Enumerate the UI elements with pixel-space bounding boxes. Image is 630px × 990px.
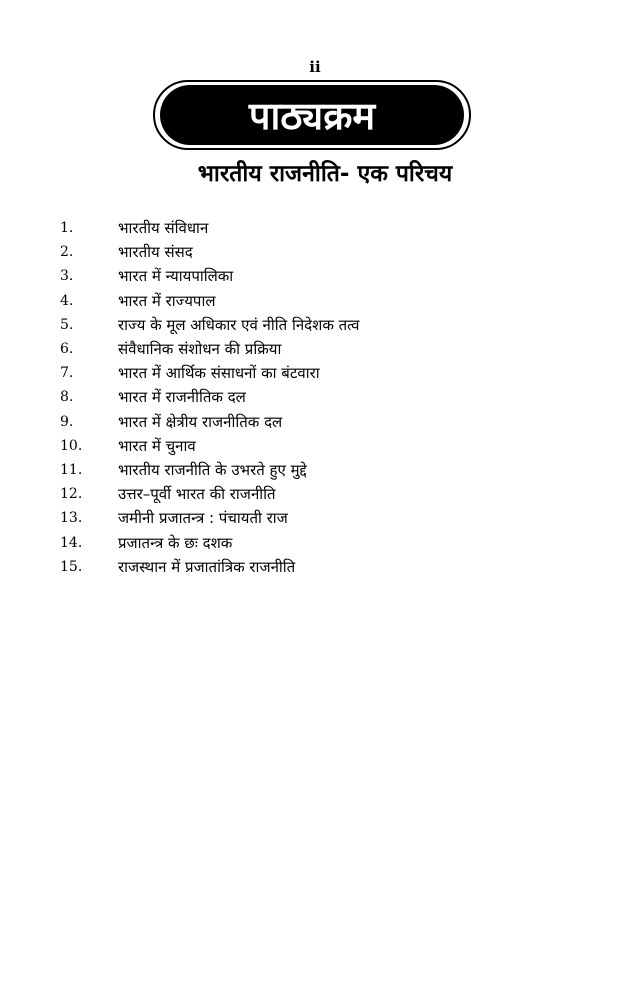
chapter-number: 12. xyxy=(60,486,83,503)
page-title: पाठ्यक्रम xyxy=(248,94,376,138)
syllabus-list xyxy=(60,216,360,579)
chapter-title: भारत में चुनाव xyxy=(118,436,196,455)
chapter-title: भारतीय संविधान xyxy=(118,219,209,238)
list-item xyxy=(60,264,360,288)
chapter-number: 6. xyxy=(60,341,74,358)
chapter-number: 13. xyxy=(60,510,83,527)
chapter-number: 4. xyxy=(60,292,74,309)
list-item xyxy=(60,337,360,361)
list-item xyxy=(60,313,360,337)
chapter-title: भारत में न्यायपालिका xyxy=(118,267,234,286)
chapter-number: 7. xyxy=(60,365,74,382)
list-item xyxy=(60,216,360,240)
chapter-title: भारत में आर्थिक संसाधनों का बंटवारा xyxy=(118,364,320,383)
chapter-number: 5. xyxy=(60,316,74,333)
chapter-title: संवैधानिक संशोधन की प्रक्रिया xyxy=(118,340,282,359)
chapter-title: भारत में क्षेत्रीय राजनीतिक दल xyxy=(118,412,283,431)
chapter-title: भारत में राज्यपाल xyxy=(118,291,216,310)
chapter-number: 3. xyxy=(60,268,74,285)
chapter-number: 9. xyxy=(60,413,74,430)
list-item xyxy=(60,385,360,409)
chapter-number: 10. xyxy=(60,437,83,454)
chapter-title: जमीनी प्रजातन्त्र : पंचायती राज xyxy=(118,509,288,528)
chapter-number: 11. xyxy=(60,461,83,478)
list-item xyxy=(60,482,360,506)
list-item xyxy=(60,555,360,579)
list-item xyxy=(60,506,360,530)
chapter-title: उत्तर–पूर्वी भारत की राजनीति xyxy=(118,485,276,504)
chapter-number: 2. xyxy=(60,244,74,261)
chapter-title: राजस्थान में प्रजातांत्रिक राजनीति xyxy=(118,557,296,576)
list-item xyxy=(60,434,360,458)
chapter-title: भारत में राजनीतिक दल xyxy=(118,388,246,407)
chapter-number: 15. xyxy=(60,558,83,575)
subtitle: भारतीय राजनीति- एक परिचय xyxy=(197,161,453,187)
list-item xyxy=(60,410,360,434)
list-item xyxy=(60,458,360,482)
chapter-number: 8. xyxy=(60,389,74,406)
list-item xyxy=(60,361,360,385)
title-banner xyxy=(160,85,464,145)
list-item xyxy=(60,289,360,313)
chapter-number: 1. xyxy=(60,220,74,237)
chapter-title: प्रजातन्त्र के छः दशक xyxy=(118,533,233,552)
chapter-number: 14. xyxy=(60,534,83,551)
list-item xyxy=(60,240,360,264)
chapter-title: भारतीय राजनीति के उभरते हुए मुद्दे xyxy=(118,460,307,479)
list-item xyxy=(60,530,360,554)
chapter-title: भारतीय संसद xyxy=(118,243,193,262)
chapter-title: राज्य के मूल अधिकार एवं नीति निदेशक तत्व xyxy=(118,315,360,334)
page-number: ii xyxy=(309,58,321,76)
